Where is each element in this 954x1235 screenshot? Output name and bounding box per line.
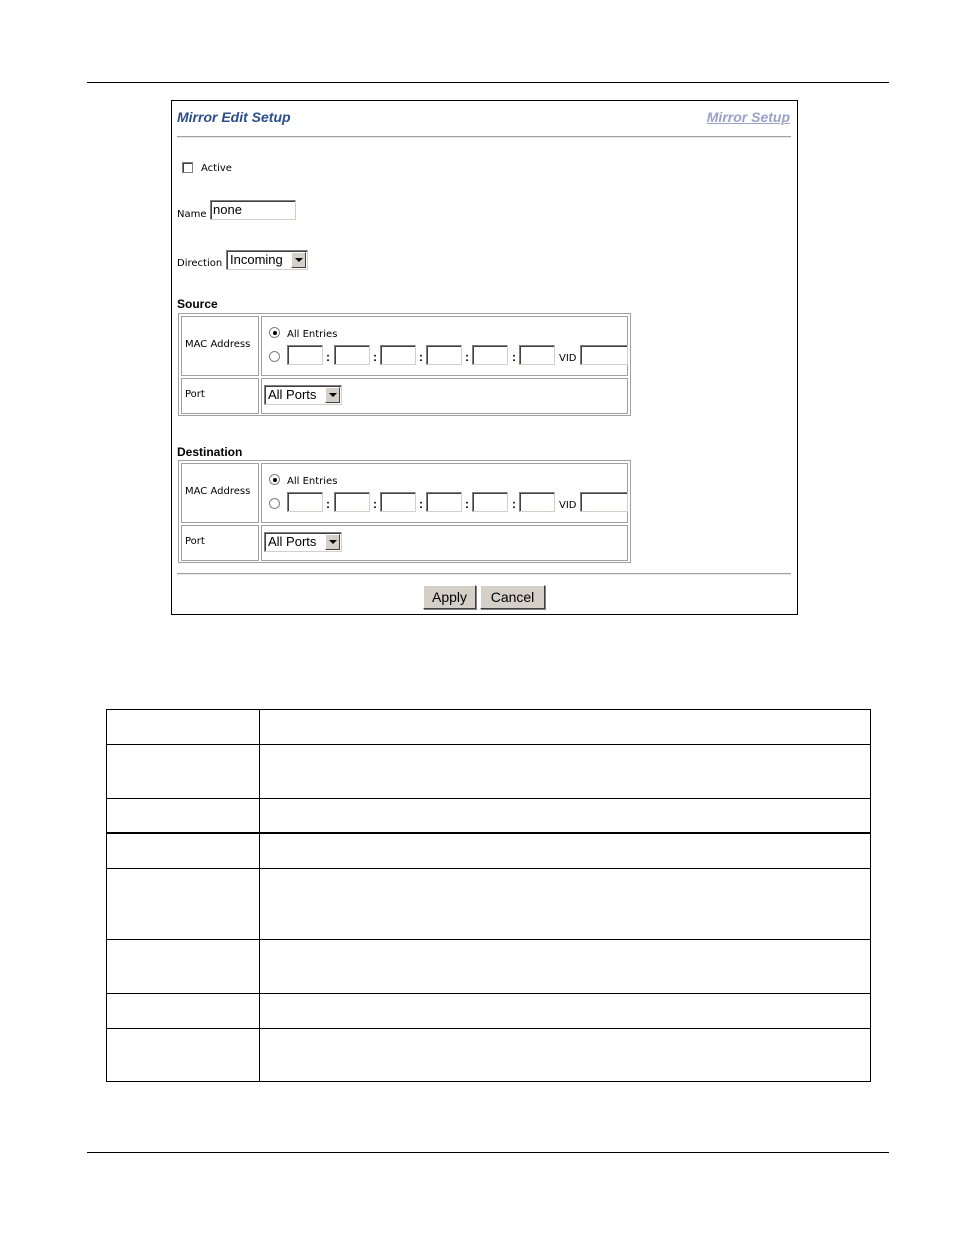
source-port-label: Port (185, 389, 205, 400)
destination-port-cell (261, 525, 628, 561)
table-row (107, 940, 870, 994)
source-group (178, 313, 631, 416)
colon-separator: : (373, 350, 377, 364)
direction-label: Direction (177, 258, 223, 269)
source-all-entries-radio[interactable] (269, 327, 280, 338)
table-cell-label (107, 940, 260, 993)
destination-mac-octet-1[interactable] (287, 492, 323, 512)
destination-specific-mac-radio[interactable] (269, 498, 280, 509)
destination-mac-label-cell (181, 463, 259, 523)
field-description-table (106, 709, 871, 1082)
destination-mac-octet-4[interactable] (426, 492, 462, 512)
table-cell-label (107, 710, 260, 744)
table-cell-description (260, 710, 870, 744)
table-row (107, 745, 870, 799)
destination-all-entries-label: All Entries (287, 476, 338, 487)
source-vid-label: VID (559, 353, 577, 364)
colon-separator: : (465, 497, 469, 511)
source-mac-octet-1[interactable] (287, 345, 323, 365)
source-port-cell (261, 378, 628, 414)
destination-mac-octet-3[interactable] (380, 492, 416, 512)
destination-group (178, 460, 631, 563)
destination-mac-octet-6[interactable] (519, 492, 555, 512)
destination-all-entries-radio[interactable] (269, 474, 280, 485)
table-cell-description (260, 799, 870, 832)
source-all-entries-label: All Entries (287, 329, 338, 340)
destination-mac-octet-5[interactable] (472, 492, 508, 512)
source-mac-octet-3[interactable] (380, 345, 416, 365)
source-specific-mac-radio (269, 351, 280, 362)
direction-value: Incoming (230, 252, 283, 267)
source-mac-octet-2[interactable] (334, 345, 370, 365)
source-mac-label: MAC Address (185, 339, 251, 350)
table-cell-label (107, 869, 260, 939)
colon-separator: : (512, 350, 516, 364)
name-input[interactable]: none (210, 200, 296, 220)
source-mac-octet-5[interactable] (472, 345, 508, 365)
table-cell-label (107, 799, 260, 832)
mirror-edit-setup-panel (171, 100, 798, 615)
table-cell-description (260, 1029, 870, 1081)
source-heading: Source (177, 297, 218, 311)
destination-port-value: All Ports (268, 534, 317, 549)
source-mac-octet-4[interactable] (426, 345, 462, 365)
destination-port-select[interactable] (264, 532, 342, 552)
table-cell-label (107, 745, 260, 798)
destination-vid-label: VID (559, 500, 577, 511)
table-row (107, 869, 870, 940)
destination-port-label: Port (185, 536, 205, 547)
footer-divider (177, 573, 791, 575)
colon-separator: : (326, 497, 330, 511)
source-port-label-cell (181, 378, 259, 414)
cancel-button[interactable]: Cancel (480, 585, 545, 609)
table-cell-description (260, 834, 870, 868)
chevron-down-icon[interactable] (325, 387, 340, 403)
active-label: Active (201, 163, 232, 174)
source-port-select[interactable] (264, 385, 342, 405)
table-row (107, 1029, 870, 1081)
footer-rule (87, 1152, 889, 1153)
source-port-value: All Ports (268, 387, 317, 402)
table-cell-label (107, 834, 260, 868)
chevron-down-icon[interactable] (325, 534, 340, 550)
source-mac-cell (261, 316, 628, 376)
direction-select[interactable] (226, 250, 308, 270)
table-cell-description (260, 869, 870, 939)
colon-separator: : (419, 350, 423, 364)
table-cell-description (260, 745, 870, 798)
chevron-down-icon[interactable] (291, 252, 306, 268)
destination-mac-cell (261, 463, 628, 523)
destination-port-label-cell (181, 525, 259, 561)
table-row (107, 710, 870, 745)
destination-mac-octet-2[interactable] (334, 492, 370, 512)
table-cell-description (260, 940, 870, 993)
table-cell-description (260, 994, 870, 1028)
source-vid-input[interactable] (580, 345, 628, 365)
name-label: Name (177, 209, 207, 220)
table-row (107, 994, 870, 1029)
table-cell-label (107, 994, 260, 1028)
colon-separator: : (373, 497, 377, 511)
colon-separator: : (512, 497, 516, 511)
colon-separator: : (326, 350, 330, 364)
header-rule (87, 82, 889, 83)
table-cell-label (107, 1029, 260, 1081)
active-checkbox[interactable] (182, 162, 193, 173)
destination-heading: Destination (177, 445, 243, 459)
colon-separator: : (419, 497, 423, 511)
destination-vid-input[interactable] (580, 492, 628, 512)
source-mac-label-cell (181, 316, 259, 376)
colon-separator: : (465, 350, 469, 364)
page-title: Mirror Edit Setup (177, 109, 291, 125)
source-mac-octet-6[interactable] (519, 345, 555, 365)
table-row (107, 799, 870, 834)
table-row (107, 834, 870, 869)
destination-mac-label: MAC Address (185, 486, 251, 497)
apply-button[interactable]: Apply (423, 585, 476, 609)
mirror-setup-link[interactable]: Mirror Setup (706, 109, 790, 125)
title-divider (177, 136, 791, 138)
